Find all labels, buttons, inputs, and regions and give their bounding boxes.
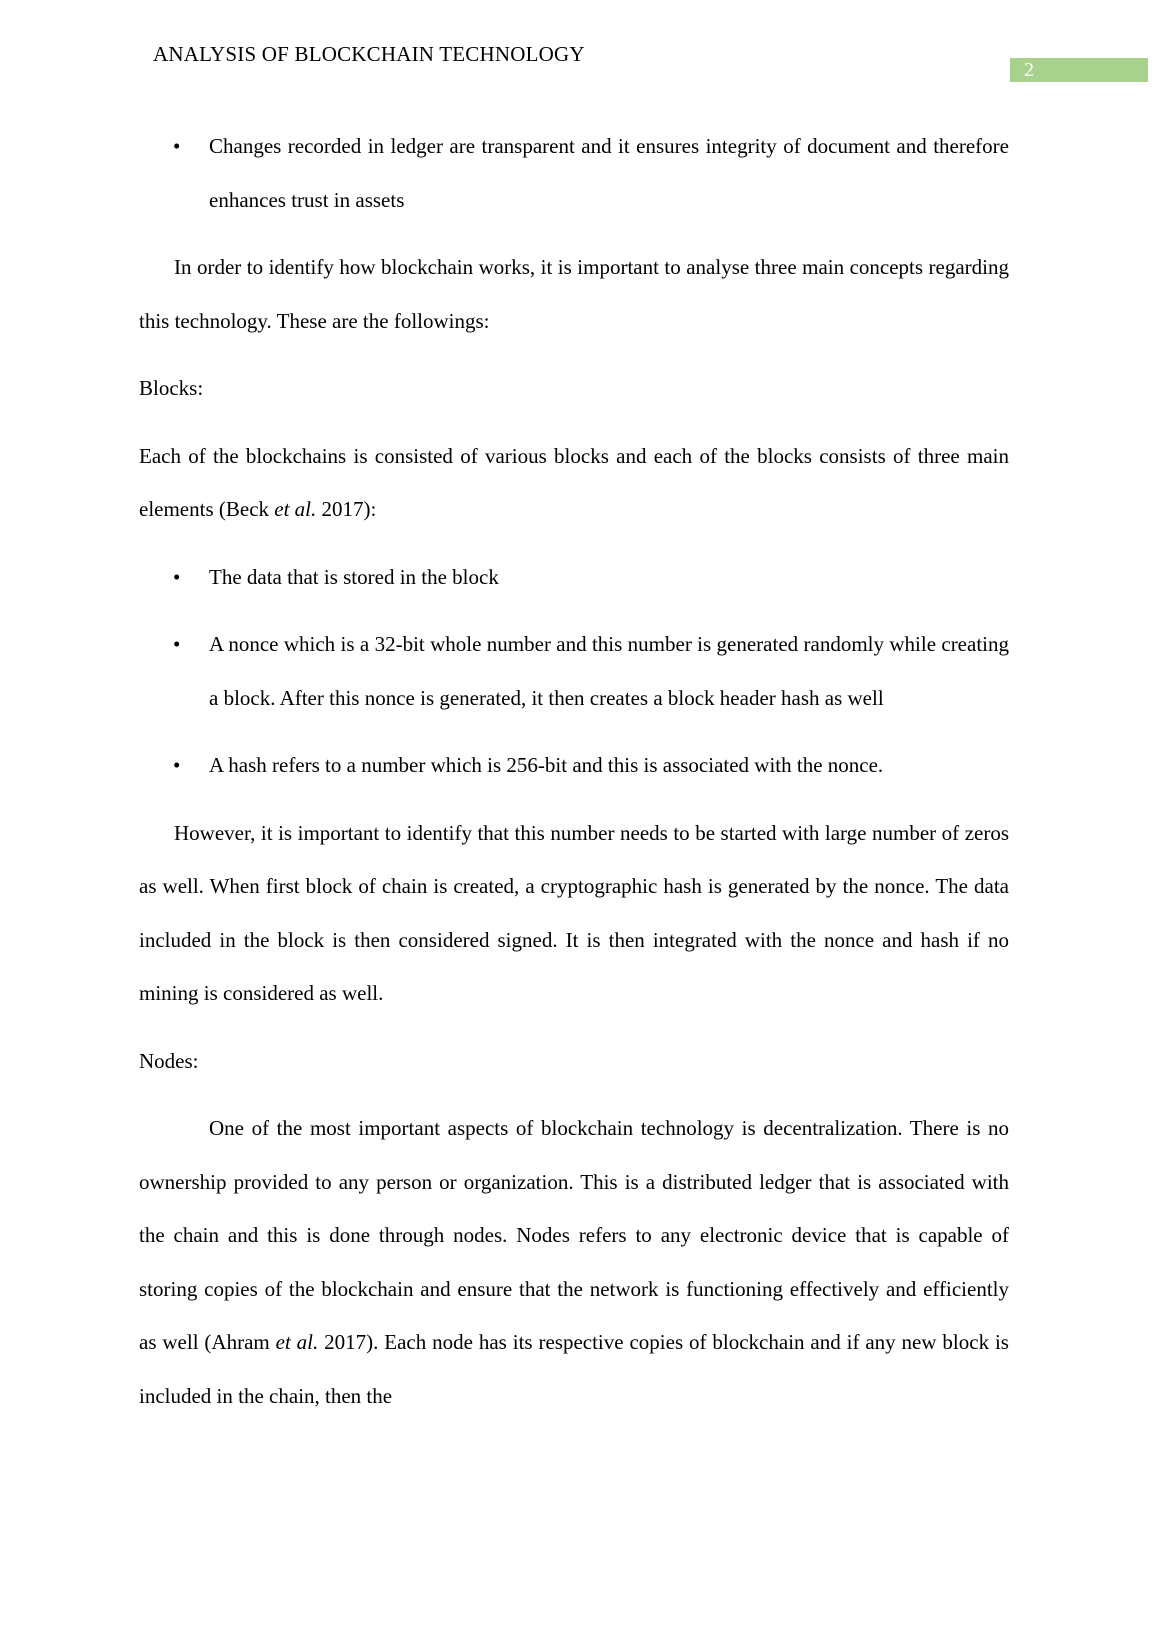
bullet-icon: •	[173, 134, 181, 158]
paragraph-blocks-citation-year: 2017):	[316, 497, 377, 521]
bullet-text: The data that is stored in the block	[209, 564, 499, 589]
bullet-text: A hash refers to a number which is 256-bit and this is associated with the nonce.	[209, 753, 884, 777]
bullet-text: Changes recorded in ledger are transparent and it ensures integrity of document and therefore enhances trust in assets	[209, 134, 1009, 212]
paragraph-nodes-text: One of the most important aspects of blockchain technology is decentralization. There is no ownership provided to any person or organization. This is a distributed ledger that is associated with the chain and this is done through nodes. Nodes refers to any electronic device that is capable of storing copies of the blockchain and ensure that the network is functioning effectively and efficiently as well (Ahram	[139, 1116, 1009, 1354]
heading-blocks: Blocks:	[139, 376, 204, 400]
heading-nodes: Nodes:	[139, 1048, 199, 1073]
paragraph-blocks	[139, 430, 1009, 537]
paragraph-concepts: In order to identify how blockchain works, it is important to analyse three main concepts regarding this technology. These are the followings:	[139, 255, 1009, 333]
paragraph-nodes	[139, 1102, 1009, 1423]
document-body	[139, 120, 1009, 1423]
bullet-icon: •	[173, 753, 181, 777]
citation-etal: et al.	[274, 497, 317, 521]
page-number-badge	[1010, 58, 1148, 82]
paragraph-nodes-continuation: 2017). Each node has its respective copies of blockchain and if any new block is included in the chain, then the	[139, 1330, 1009, 1408]
page-number: 2	[1024, 59, 1034, 81]
bullet-icon: •	[173, 564, 181, 589]
citation-etal: et al.	[275, 1330, 319, 1354]
running-header-title: ANALYSIS OF BLOCKCHAIN TECHNOLOGY	[153, 42, 585, 66]
bullet-icon: •	[173, 632, 181, 656]
bullet-text: A nonce which is a 32-bit whole number and this number is generated randomly while creating a block. After this nonce is generated, it then creates a block header hash as well	[209, 632, 1009, 710]
paragraph-blocks-text: Each of the blockchains is consisted of various blocks and each of the blocks consists of three main elements (Beck	[139, 443, 1009, 521]
bullet-item-data	[139, 551, 1009, 605]
paragraph-however: However, it is important to identify that this number needs to be started with large number of zeros as well. When first block of chain is created, a cryptographic hash is generated by the nonce. The data included in the block is then considered signed. It is then integrated with the nonce and hash if no mining is considered as well.	[139, 820, 1009, 1005]
bullet-item-nonce	[139, 618, 1009, 725]
bullet-item-hash	[139, 739, 1009, 793]
bullet-item-intro	[139, 120, 1009, 227]
